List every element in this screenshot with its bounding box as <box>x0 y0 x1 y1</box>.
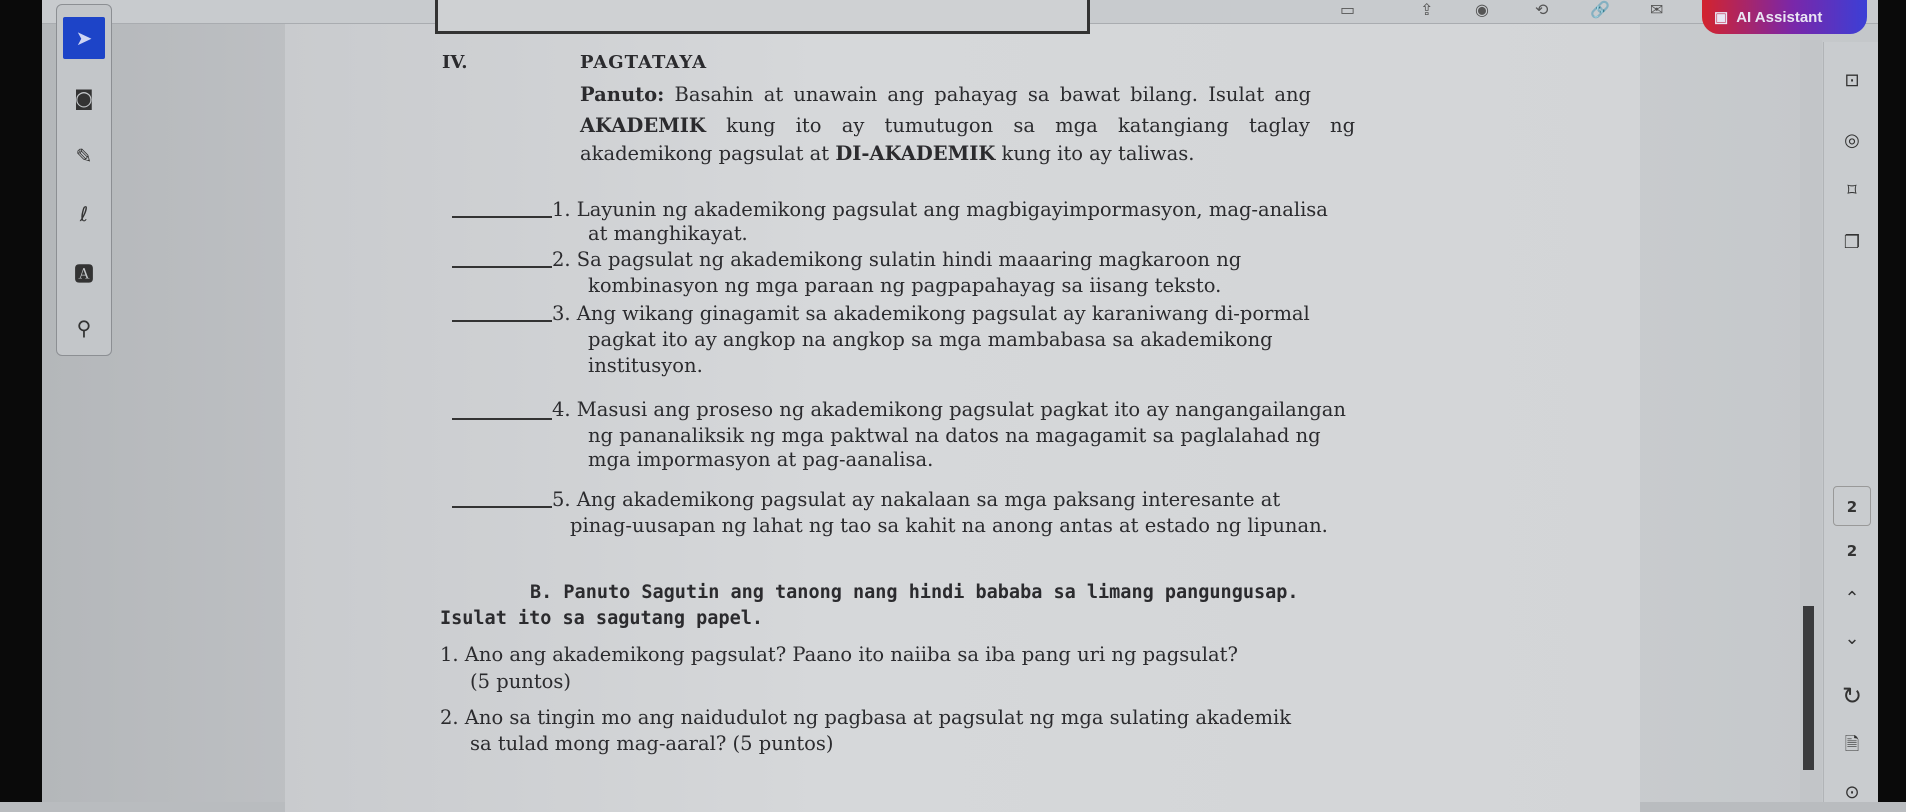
highlight-tool-icon[interactable]: ✎ <box>75 144 93 168</box>
instruction-label: Panuto: <box>580 83 665 106</box>
instruction-line-1 <box>580 83 1311 106</box>
ocr-icon[interactable]: ⟲ <box>1535 0 1549 19</box>
prev-page-button[interactable]: ⌃ <box>1844 588 1860 609</box>
page-number-input[interactable]: 2 <box>1833 486 1871 526</box>
eye-icon[interactable]: ◉ <box>1475 0 1489 19</box>
next-page-button[interactable]: ⌄ <box>1844 628 1860 649</box>
instruction-text: kung ito ay taliwas. <box>1001 142 1195 165</box>
instruction-line-3 <box>580 142 1194 165</box>
instruction-text: akademikong pagsulat at <box>580 142 830 165</box>
question-1-line-1: 1. Ano ang akademikong pagsulat? Paano ito naiiba sa iba pang uri ng pagsulat? <box>440 643 1238 666</box>
part-b-subheading: Isulat ito sa sagutang papel. <box>440 608 764 629</box>
item-4-line-3: mga impormasyon at pag-aanalisa. <box>588 448 934 471</box>
question-2-line-1: 2. Ano sa tingin mo ang naidudulot ng pagbasa at pagsulat ng mga sulating akademik <box>440 706 1292 729</box>
comment-icon[interactable]: ▭ <box>1340 0 1356 19</box>
bookmark-icon[interactable]: ⌑ <box>1847 180 1857 201</box>
item-1-line-2: at manghikayat. <box>588 222 748 245</box>
answer-blank-1[interactable] <box>452 216 552 218</box>
document-info-icon[interactable]: 🗎 <box>1844 734 1860 755</box>
mail-icon[interactable]: ✉ <box>1650 0 1664 19</box>
item-2-line-2: kombinasyon ng mga paraan ng pagpapahayag sa iisang teksto. <box>588 274 1222 297</box>
text-tool-icon[interactable]: 🅰 <box>74 261 94 286</box>
answer-blank-5[interactable] <box>452 506 552 508</box>
pages-icon[interactable]: ❐ <box>1843 232 1861 253</box>
item-1-line-1: 1. Layunin ng akademikong pagsulat ang magbigayimpormasyon, mag-analisa <box>552 198 1328 221</box>
ai-assistant-button[interactable]: ▣ AI Assistant <box>1702 0 1867 34</box>
part-b-heading: B. Panuto Sagutin ang tanong nang hindi bababa sa limang pangungusap. <box>530 582 1299 603</box>
scrollbar-thumb[interactable] <box>1803 606 1814 770</box>
screen-bezel-right <box>1878 0 1906 802</box>
annotation-toolbar <box>56 4 112 356</box>
item-3-line-3: institusyon. <box>588 354 703 377</box>
edit-image-icon[interactable]: ⊡ <box>1844 70 1860 91</box>
section-title: PAGTATAYA <box>580 52 708 73</box>
item-5-line-1: 5. Ang akademikong pagsulat ay nakalaan sa mga paksang interesante at <box>552 488 1281 511</box>
di-akademik-term: DI-AKADEMIK <box>835 142 996 165</box>
draw-tool-icon[interactable]: ℓ <box>79 202 89 226</box>
question-1-line-2: (5 puntos) <box>470 670 572 693</box>
target-icon[interactable]: ◎ <box>1844 130 1860 151</box>
comment-tool-icon[interactable]: ◙ <box>74 86 94 110</box>
total-pages: 2 <box>1846 542 1858 560</box>
item-3-line-1: 3. Ang wikang ginagamit sa akademikong pagsulat ay karaniwang di-pormal <box>552 302 1310 325</box>
instruction-text: kung ito ay tumutugon sa mga katangiang taglay ng <box>726 114 1356 137</box>
item-4-line-2: ng pananaliksik ng mga paktwal na datos na magagamit sa paglalahad ng <box>588 424 1321 447</box>
link-icon[interactable]: 🔗 <box>1590 0 1610 19</box>
instruction-text: Basahin at unawain ang pahayag sa bawat bilang. Isulat ang <box>674 83 1312 106</box>
document-tab-frame <box>435 0 1090 34</box>
item-5-line-2: pinag-uusapan ng lahat ng tao sa kahit na anong antas at estado ng lipunan. <box>570 514 1328 537</box>
answer-blank-3[interactable] <box>452 320 552 322</box>
select-tool-icon[interactable]: ➤ <box>63 17 105 59</box>
screen-bezel-left <box>0 0 42 802</box>
refresh-icon[interactable]: ↻ <box>1841 682 1863 710</box>
share-icon[interactable]: ⇪ <box>1420 0 1434 19</box>
settings-icon[interactable]: ⊙ <box>1844 782 1860 803</box>
answer-blank-4[interactable] <box>452 418 552 420</box>
item-2-line-1: 2. Sa pagsulat ng akademikong sulatin hindi maaaring magkaroon ng <box>552 248 1242 271</box>
akademik-term: AKADEMIK <box>580 114 706 137</box>
item-4-line-1: 4. Masusi ang proseso ng akademikong pagsulat pagkat ito ay nangangailangan <box>552 398 1346 421</box>
ai-chat-icon: ▣ <box>1714 9 1729 26</box>
item-3-line-2: pagkat ito ay angkop na angkop sa mga mambabasa sa akademikong <box>588 328 1273 351</box>
instruction-line-2 <box>580 114 1355 137</box>
stamp-tool-icon[interactable]: ⚲ <box>76 316 92 340</box>
question-2-line-2: sa tulad mong mag-aaral? (5 puntos) <box>470 732 834 755</box>
answer-blank-2[interactable] <box>452 266 552 268</box>
right-sidebar <box>1823 42 1879 802</box>
section-number: IV. <box>442 52 468 73</box>
